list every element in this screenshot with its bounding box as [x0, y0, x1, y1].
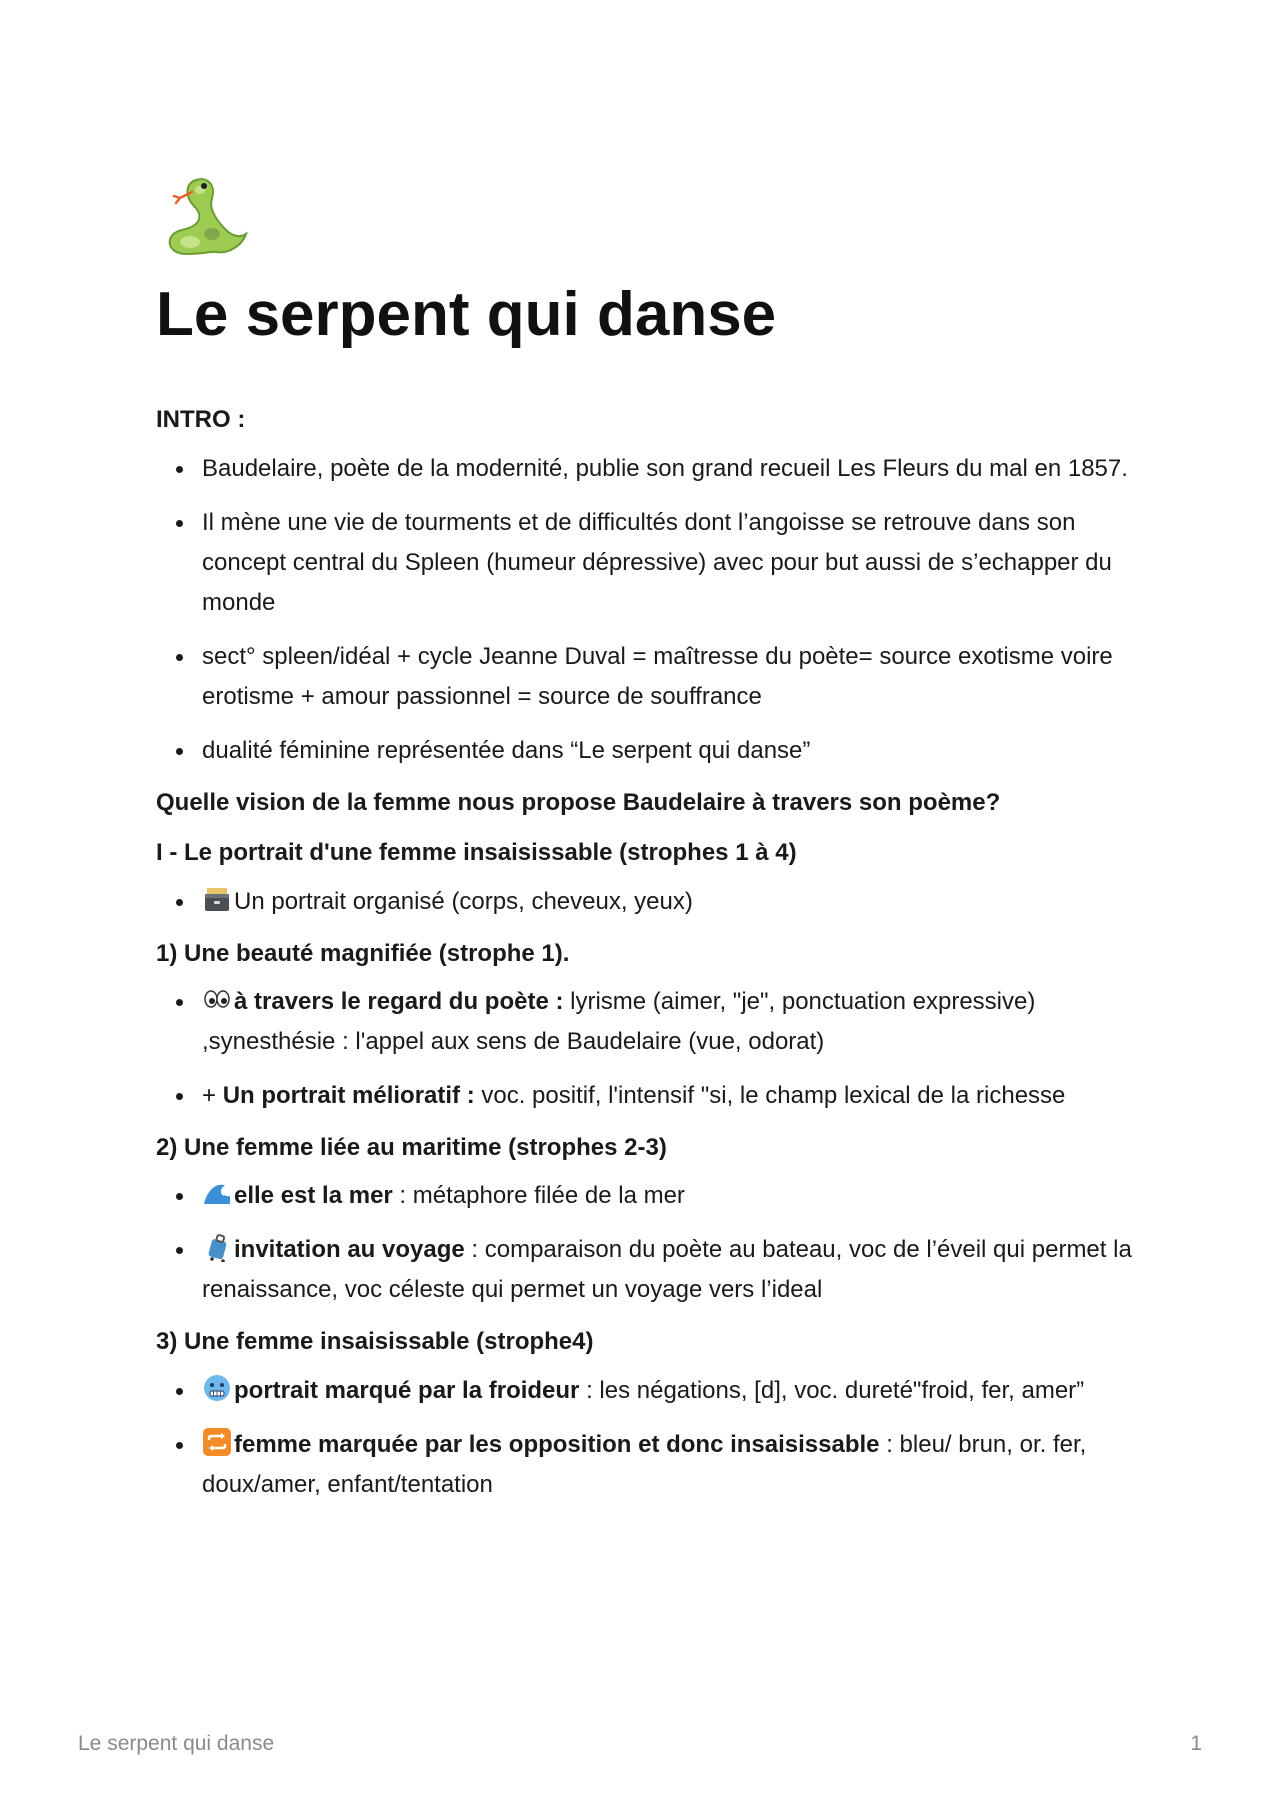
bullet-bold: invitation au voyage — [234, 1236, 465, 1264]
part1-list — [156, 882, 1136, 922]
list-item: Il mène une vie de tourments et de difficultés dont l’angoisse se retrouve dans son concept central du Spleen (humeur dépressive) avec pour but aussi de s’echapper du monde — [156, 503, 1136, 623]
list-item — [156, 1425, 1136, 1505]
footer-page-number: 1 — [1190, 1732, 1202, 1755]
bullet-bold: Un portrait mélioratif : — [222, 1081, 475, 1109]
section3-list — [156, 1371, 1136, 1505]
bullet-bold: portrait marqué par la froideur — [234, 1376, 580, 1404]
part1-heading: I - Le portrait d'une femme insaisissable (strophes 1 à 4) — [156, 839, 797, 867]
repeat-arrows-icon — [202, 1427, 232, 1457]
bullet-text: : les négations, [d], voc. dureté"froid, fer, amer” — [579, 1376, 1085, 1404]
luggage-icon — [202, 1232, 232, 1262]
bullet-text: : métaphore filée de la mer — [392, 1182, 685, 1210]
section2-list — [156, 1176, 1136, 1310]
document-page — [156, 168, 1136, 1505]
bullet-bold: à travers le regard du poète : — [234, 987, 564, 1015]
bullet-prefix: + — [202, 1081, 223, 1109]
list-item — [156, 882, 1136, 922]
list-item — [156, 1230, 1136, 1310]
intro-list — [156, 449, 1136, 771]
section3-heading: 3) Une femme insaisissable (strophe4) — [156, 1328, 594, 1356]
list-item — [156, 1371, 1136, 1411]
section1-heading: 1) Une beauté magnifiée (strophe 1). — [156, 939, 570, 967]
question-heading: Quelle vision de la femme nous propose Baudelaire à travers son poème? — [156, 788, 1001, 816]
snake-icon — [156, 168, 248, 260]
cold-face-icon — [202, 1373, 232, 1403]
footer-title: Le serpent qui danse — [78, 1732, 275, 1755]
bullet-text: Un portrait organisé (corps, cheveux, yeux) — [234, 887, 693, 915]
bullet-text: lyrisme (aimer, "je", ponctuation expressive) ,synesthésie : l'appel aux sens de Baudelaire (vue, odorat) — [202, 987, 1036, 1055]
list-item: dualité féminine représentée dans “Le serpent qui danse” — [156, 731, 1136, 771]
eyes-icon — [202, 984, 232, 1014]
page-title: Le serpent qui danse — [156, 280, 777, 349]
bullet-text: : bleu/ brun, or. fer, doux/amer, enfant/tentation — [202, 1430, 1087, 1498]
section1-list — [156, 982, 1136, 1116]
bullet-bold: femme marquée par les opposition et donc insaisissable — [234, 1430, 880, 1458]
section2-heading: 2) Une femme liée au maritime (strophes 2-3) — [156, 1133, 667, 1161]
bullet-text: voc. positif, l'intensif "si, le champ lexical de la richesse — [474, 1081, 1066, 1109]
list-item: Baudelaire, poète de la modernité, publie son grand recueil Les Fleurs du mal en 1857. — [156, 449, 1136, 489]
list-item — [156, 1176, 1136, 1216]
card-file-box-icon — [202, 884, 232, 914]
bullet-text: : comparaison du poète au bateau, voc de l’éveil qui permet la renaissance, voc céleste qui permet un voyage vers l’ideal — [202, 1236, 1132, 1304]
water-wave-icon — [202, 1178, 232, 1208]
bullet-bold: elle est la mer — [234, 1182, 393, 1210]
list-item — [156, 982, 1136, 1062]
list-item: sect° spleen/idéal + cycle Jeanne Duval = maîtresse du poète= source exotisme voire erotisme + amour passionnel = source de souffrance — [156, 637, 1136, 717]
intro-heading: INTRO : — [156, 406, 246, 434]
list-item — [156, 1076, 1136, 1116]
